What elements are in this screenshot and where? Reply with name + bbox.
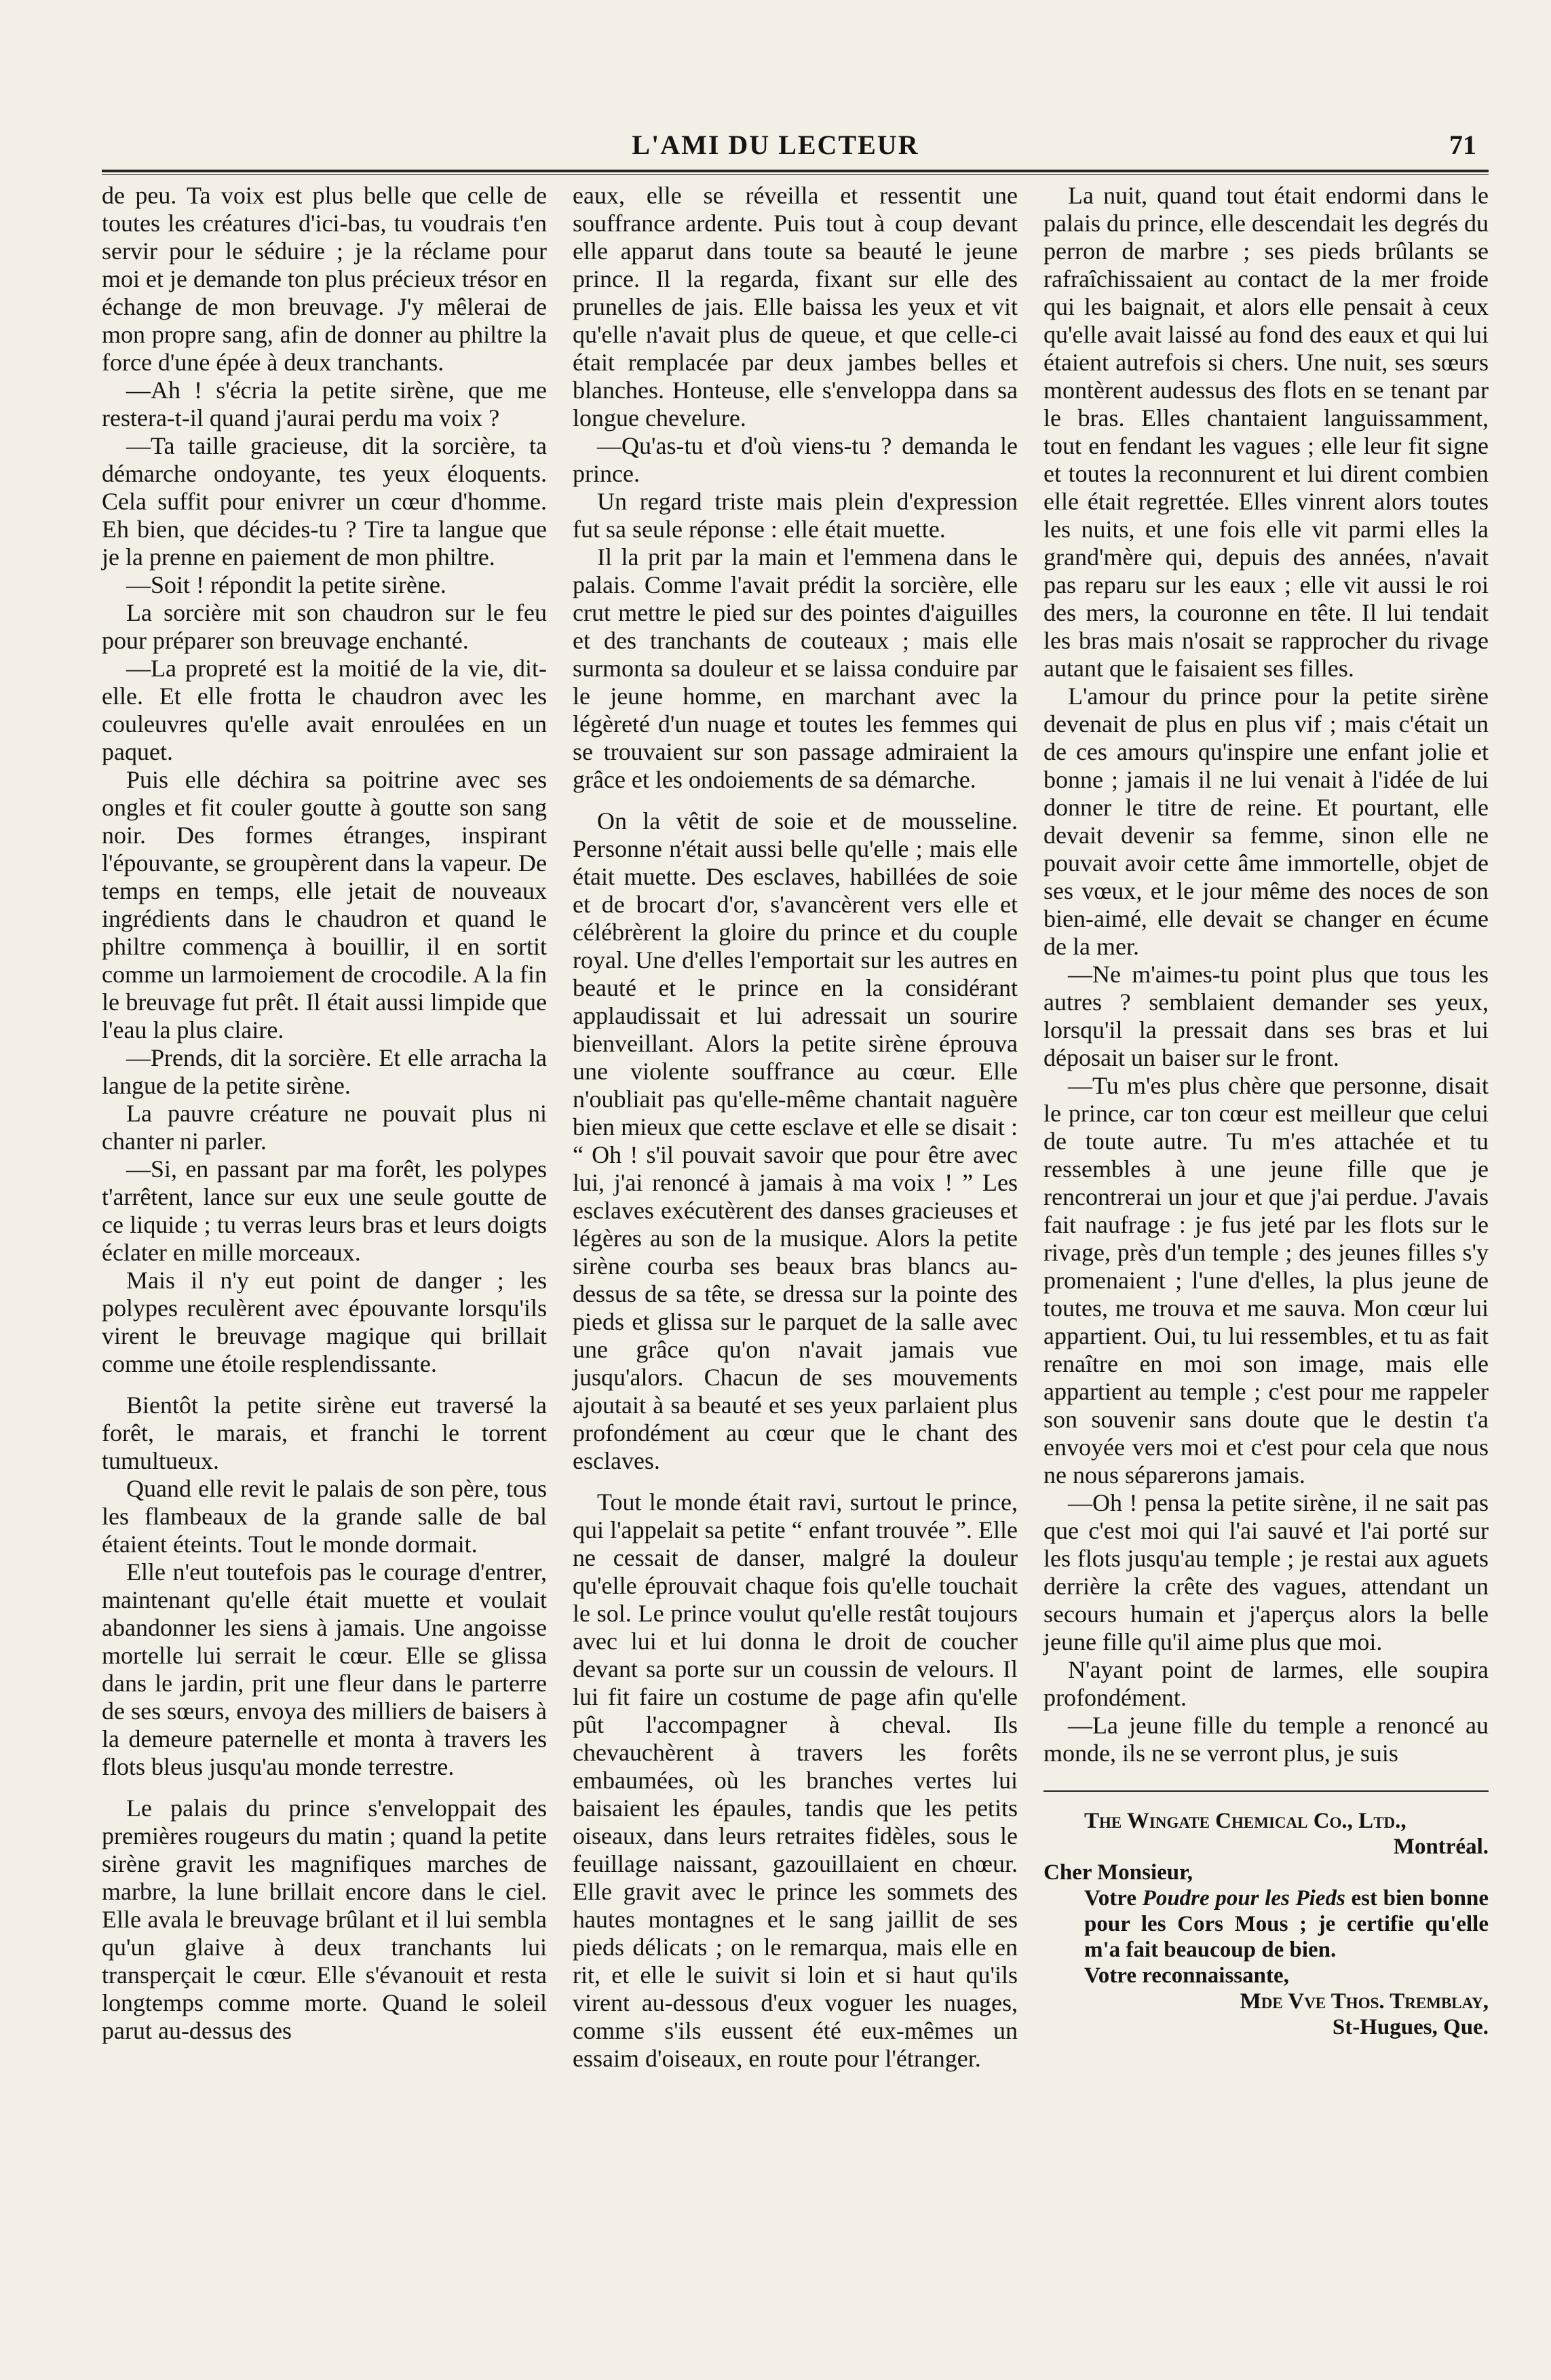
page-number: 71 <box>1449 130 1476 160</box>
paragraph: On la vêtit de soie et de mousseline. Personne n'était aussi belle qu'elle ; mais elle était muette. Des esclaves, habillées de soie et de brocart d'or, s'avancèrent vers elle et célébrèrent la gloire du prince et du couple royal. Une d'elles l'emportait sur les autres en beauté et le prince en la considérant applaudissait et lui adressait un sourire bienveillant. Alors la petite sirène éprouva une violente souffrance au cœur. Elle n'oubliait pas qu'elle-même chantait naguère bien mieux que cette esclave et elle se disait : “ Oh ! s'il pouvait savoir que pour être avec lui, j'ai renoncé à jamais à ma voix ! ” Les esclaves exécutèrent des danses gracieuses et légères au son de la musique. Alors la petite sirène courba ses beaux bras blancs au-dessus de sa tête, se dressa sur la pointe des pieds et glissa sur le parquet de la salle avec une grâce qu'on n'avait jamais vue jusqu'alors. Chacun de ses mouvements ajoutait à sa beauté et ses yeux parlaient plus profondément au cœur que le chant des esclaves. <box>573 807 1018 1474</box>
paragraph: eaux, elle se réveilla et ressentit une souffrance ardente. Puis tout à coup devant elle apparut dans toute sa beauté le jeune prince. Il la regarda, fixant sur elle des prunelles de jais. Elle baissa les yeux et vit qu'elle n'avait plus de queue, et que celle-ci était remplacée par deux jambes belles et blanches. Honteuse, elle s'enveloppa dans sa longue chevelure. <box>573 182 1018 431</box>
paragraph: —Prends, dit la sorcière. Et elle arracha la langue de la petite sirène. <box>102 1044 547 1099</box>
paragraph: —Oh ! pensa la petite sirène, il ne sait pas que c'est moi qui l'ai sauvé et l'ai porté sur les flots jusqu'au temple ; je restai aux aguets derrière la crête des vagues, attendant un secours humain et j'aperçus alors la belle jeune fille qu'il aime plus que moi. <box>1043 1489 1489 1655</box>
column-middle <box>573 182 1018 2312</box>
paragraph: Un regard triste mais plein d'expression fut sa seule réponse : elle était muette. <box>573 488 1018 543</box>
paragraph: L'amour du prince pour la petite sirène devenait de plus en plus vif ; mais c'était un de ces amours qu'inspire une enfant jolie et bonne ; jamais il ne lui venait à l'idée de lui donner le titre de reine. Et pourtant, elle devait devenir sa femme, sinon elle ne pouvait avoir cette âme immortelle, objet de ses vœux, et le jour même des noces de son bien-aimé, elle devait se changer en écume de la mer. <box>1043 683 1489 960</box>
paragraph: Mais il n'y eut point de danger ; les polypes reculèrent avec épouvante lorsqu'ils virent le breuvage magique qui brillait comme une étoile resplendissante. <box>102 1267 547 1377</box>
paragraph: de peu. Ta voix est plus belle que celle de toutes les créatures d'ici-bas, tu voudrais t'en servir pour le séduire ; je la réclame pour moi et je demande ton plus précieux trésor en échange de mon breuvage. J'y mêlerai de mon propre sang, afin de donner au philtre la force d'une épée à deux tranchants. <box>102 182 547 376</box>
column-right-text <box>1043 182 1489 1767</box>
page-header <box>0 0 1551 163</box>
paragraph: Bientôt la petite sirène eut traversé la forêt, le marais, et franchi le torrent tumultueux. <box>102 1391 547 1474</box>
advert-product: Poudre pour les Pieds <box>1142 1886 1345 1911</box>
paragraph: Tout le monde était ravi, surtout le prince, qui l'appelait sa petite “ enfant trouvée ”. Elle ne cessait de danser, malgré la douleur qu'elle éprouvait chaque fois qu'elle touchait le sol. Le prince voulut qu'elle restât toujours avec lui et lui donna le droit de coucher devant sa porte sur un coussin de velours. Il lui fit faire un costume de page afin qu'elle pût l'accompagner à cheval. Ils chevauchèrent à travers les forêts embaumées, où les branches vertes lui baisaient les épaules, tandis que les petits oiseaux, dans leurs retraites fidèles, sous le feuillage naissant, gazouillaient en chœur. Elle gravit avec le prince les sommets des hautes montagnes et le sang jaillit de ses pieds délicats ; on le remarqua, mais elle en rit, et elle le suivit si loin et si haut qu'ils virent au-dessous d'eux voguer les nuages, comme s'ils eussent été eux-mêmes un essaim d'oiseaux, en route pour l'étranger. <box>573 1489 1018 2072</box>
paragraph: —Ta taille gracieuse, dit la sorcière, ta démarche ondoyante, tes yeux éloquents. Cela suffit pour enivrer un cœur d'homme. Eh bien, que décides-tu ? Tire ta langue que je la prenne en paiement de mon philtre. <box>102 432 547 571</box>
paragraph: Le palais du prince s'enveloppait des premières rougeurs du matin ; quand la petite sirène gravit les magnifiques marches de marbre, la lune brillait encore dans le ciel. Elle avala le breuvage brûlant et il lui sembla qu'un glaive à deux tranchants lui transperçait le cœur. Elle s'évanouit et resta longtemps comme morte. Quand le soleil parut au-dessus des <box>102 1794 547 2044</box>
paragraph: —Si, en passant par ma forêt, les polypes t'arrêtent, lance sur eux une seule goutte de ce liquide ; tu verras leurs bras et leurs doigts éclater en mille morceaux. <box>102 1155 547 1266</box>
paragraph: La sorcière mit son chaudron sur le feu pour préparer son breuvage enchanté. <box>102 599 547 654</box>
testimonial-advert <box>1043 1790 1489 2040</box>
advert-body-prefix: Votre <box>1084 1886 1143 1911</box>
paragraph: Puis elle déchira sa poitrine avec ses ongles et fit couler goutte à goutte son sang noir. Des formes étranges, inspirant l'épouvante, se groupèrent dans la vapeur. De temps en temps, elle jetait de nouveaux ingrédients dans le chaudron et quand le philtre commença à bouillir, il en sortit comme un larmoiement de crocodile. A la fin le breuvage fut prêt. Il était aussi limpide que l'eau la plus claire. <box>102 766 547 1043</box>
paragraph: —Tu m'es plus chère que personne, disait le prince, car ton cœur est meilleur que celui de toute autre. Tu m'es attachée et tu ressembles à une jeune fille que je rencontrerai un jour et que j'ai perdue. J'avais fait naufrage : je fus jeté par les flots sur le rivage, près d'un temple ; des jeunes filles s'y promenaient ; l'une d'elles, la plus jeune de toutes, me trouva et me sauva. Mon cœur lui appartient. Oui, tu lui ressembles, et tu as fait renaître en moi son image, mais elle appartient au temple ; c'est pour me rappeler son souvenir sans doute que le destin t'a envoyée vers moi et c'est pour cela que nous ne nous séparerons jamais. <box>1043 1072 1489 1489</box>
paragraph: Il la prit par la main et l'emmena dans le palais. Comme l'avait prédit la sorcière, elle crut mettre le pied sur des pointes d'aiguilles et des tranchants de couteaux ; mais elle surmonta sa douleur et se laissa conduire par le jeune homme, en marchant avec la légèreté d'un nuage et toutes les femmes qui se trouvaient sur son passage admiraient la grâce et les ondoiements de sa démarche. <box>573 543 1018 793</box>
paragraph: La pauvre créature ne pouvait plus ni chanter ni parler. <box>102 1100 547 1155</box>
paragraph: —La jeune fille du temple a renoncé au monde, ils ne se verront plus, je suis <box>1043 1712 1489 1767</box>
column-right <box>1043 182 1489 2312</box>
paragraph: —Soit ! répondit la petite sirène. <box>126 571 446 598</box>
paragraph: N'ayant point de larmes, elle soupira profondément. <box>1043 1656 1489 1711</box>
advert-company: The Wingate Chemical Co., Ltd., <box>1084 1809 1406 1833</box>
advert-city: Montréal. <box>1393 1835 1489 1859</box>
advert-body-suffix: est bien bonne pour les Cors Mous ; je certifie qu'elle m'a fait beaucoup de bien. <box>1084 1886 1489 1962</box>
article-columns <box>102 182 1489 2312</box>
advert-place: St-Hugues, Que. <box>1332 2015 1489 2039</box>
paragraph: —Ah ! s'écria la petite sirène, que me restera-t-il quand j'aurai perdu ma voix ? <box>102 377 547 431</box>
advert-salutation: Cher Monsieur, <box>1043 1860 1193 1885</box>
advert-closing: Votre reconnaissante, <box>1084 1963 1289 1988</box>
column-left <box>102 182 547 2312</box>
advert-signature: Mde Vve Thos. Tremblay, <box>1240 1989 1489 2014</box>
paragraph: —Qu'as-tu et d'où viens-tu ? demanda le prince. <box>573 432 1018 487</box>
running-title: L'AMI DU LECTEUR <box>632 130 919 160</box>
paragraph: Quand elle revit le palais de son père, tous les flambeaux de la grande salle de bal étaient éteints. Tout le monde dormait. <box>102 1475 547 1558</box>
header-rule <box>102 170 1489 175</box>
paragraph: Elle n'eut toutefois pas le courage d'entrer, maintenant qu'elle était muette et voulait abandonner les siens à jamais. Une angoisse mortelle lui serrait le cœur. Elle se glissa dans le jardin, prit une fleur dans le parterre de ses sœurs, envoya des milliers de baisers à la demeure paternelle et monta à travers les flots bleus jusqu'au monde terrestre. <box>102 1558 547 1780</box>
paragraph: —La propreté est la moitié de la vie, dit-elle. Et elle frotta le chaudron avec les couleuvres qu'elle avait enroulées en un paquet. <box>102 655 547 765</box>
paragraph: La nuit, quand tout était endormi dans le palais du prince, elle descendait les degrés du perron de marbre ; ses pieds brûlants se rafraîchissaient au contact de la mer froide qui les baignait, et alors elle pensait à ceux qu'elle avait laissé au fond des eaux et qui lui étaient autrefois si chers. Une nuit, ses sœurs montèrent audessus des flots en se tenant par le bras. Elles chantaient languissamment, tout en fendant les vagues ; elle leur fit signe et toutes la reconnurent et lui dirent combien elle était regrettée. Elles vinrent alors toutes les nuits, et une fois elle vit parmi elles la grand'mère qui, depuis des années, n'avait pas reparu sur les eaux ; elle vit aussi le roi des mers, la couronne en tête. Il lui tendait les bras mais n'osait se rapprocher du rivage autant que le faisaient ses filles. <box>1043 182 1489 682</box>
advert-body <box>1043 1885 1489 1963</box>
paragraph: —Ne m'aimes-tu point plus que tous les autres ? semblaient demander ses yeux, lorsqu'il la pressait dans ses bras et lui déposait un baiser sur le front. <box>1043 961 1489 1071</box>
